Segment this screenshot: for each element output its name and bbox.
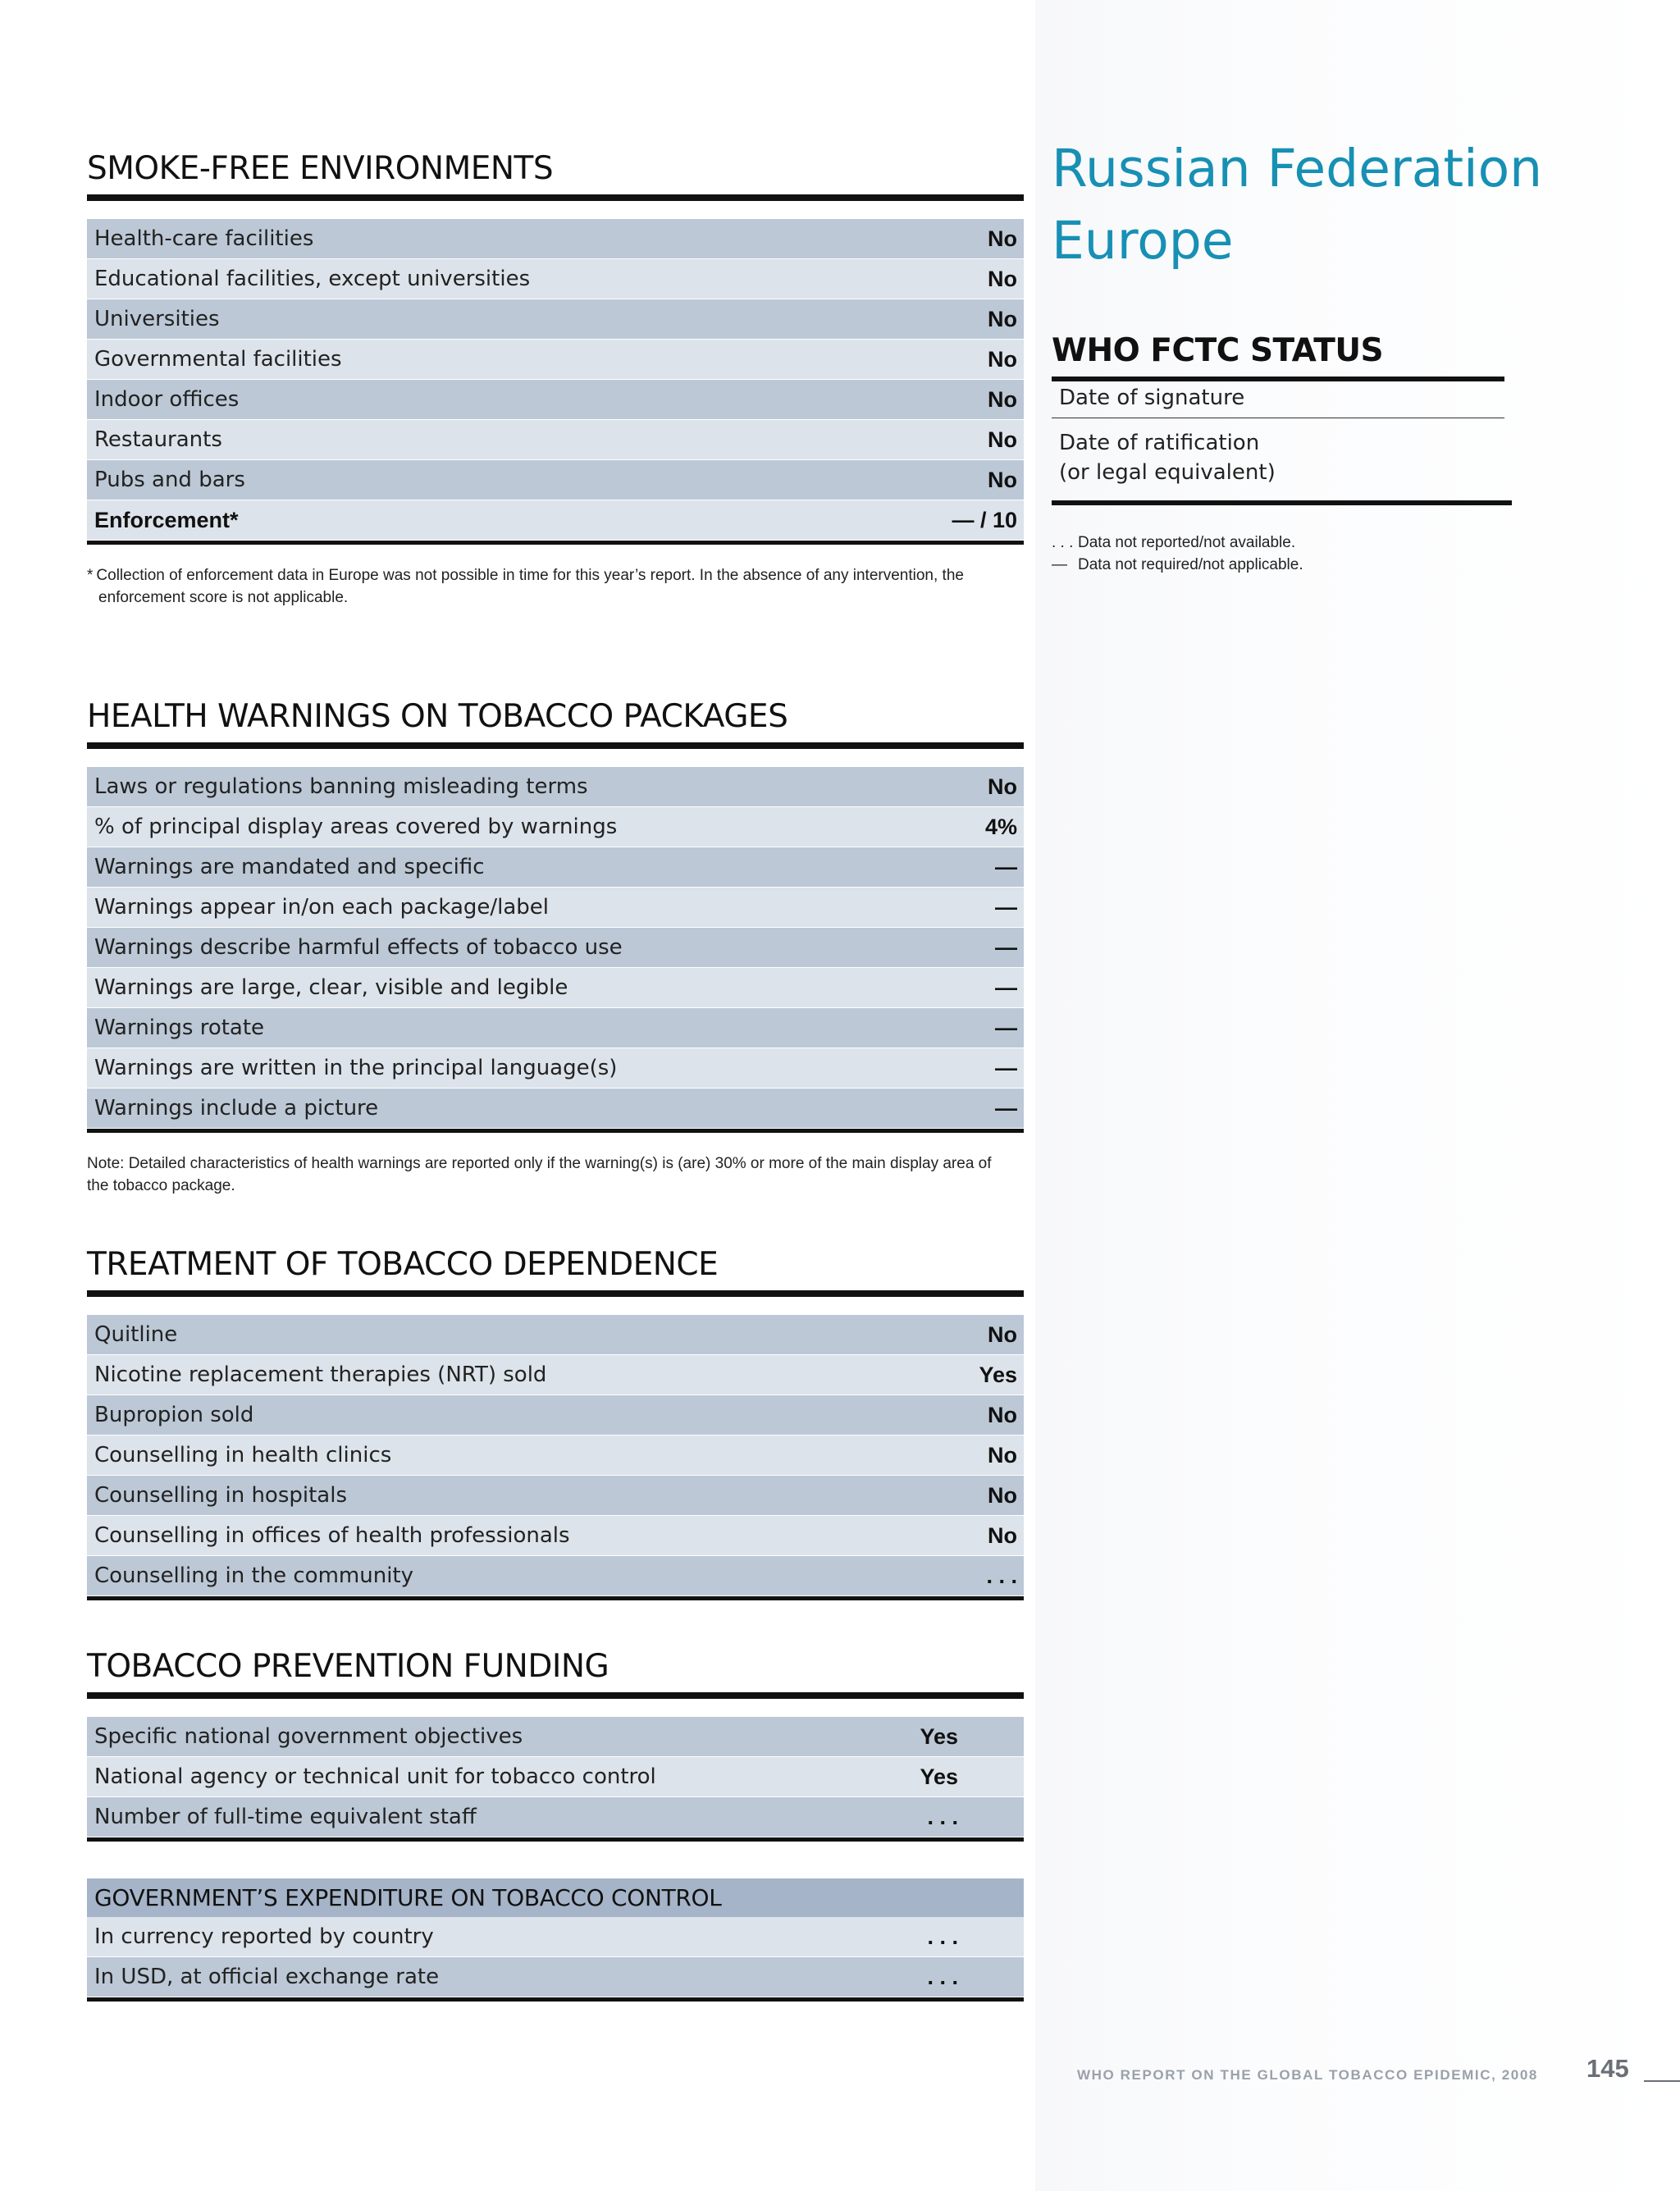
note-text: Note: Detailed characteristics of health warnings are reported only if the warning(s) is (are) 30% or more of the main display area of [87, 1155, 992, 1172]
region-name: Europe [1052, 211, 1234, 271]
health-warnings-section [87, 698, 1024, 1197]
signature-row [1052, 386, 1504, 418]
row-value: Yes [920, 1764, 958, 1789]
funding-section [87, 1650, 1024, 1842]
expenditure-header: GOVERNMENT’S EXPENDITURE ON TOBACCO CONTROL [87, 1878, 1024, 1917]
row-value: . . . [927, 1924, 958, 1949]
table-row [87, 1556, 1024, 1596]
table-row [87, 807, 1024, 847]
row-value: 4% [984, 814, 1017, 839]
ratification-row [1052, 428, 1512, 505]
row-label: Restaurants [94, 427, 222, 452]
row-value: Yes [979, 1362, 1017, 1387]
row-value: Yes [920, 1723, 958, 1749]
row-label: Universities [94, 307, 220, 331]
table-row [87, 1757, 1024, 1797]
footnote-text: enforcement score is not applicable. [98, 589, 349, 606]
funding-table [87, 1717, 1024, 1842]
footnote-star: * [87, 567, 94, 584]
row-label: Educational facilities, except universities [94, 267, 531, 291]
page-number-rule [1644, 2080, 1680, 2082]
row-label: Health-care facilities [94, 226, 314, 251]
row-value: — [995, 854, 1017, 879]
legend-symbol: — [1052, 556, 1067, 573]
table-row [87, 1917, 1024, 1957]
row-value: No [988, 1321, 1017, 1347]
table-row [87, 340, 1024, 380]
table-row [87, 1797, 1024, 1837]
row-value: No [988, 1402, 1017, 1427]
row-value: — [995, 934, 1017, 960]
table-row [87, 928, 1024, 968]
row-label: Quitline [94, 1322, 178, 1347]
smoke-free-section [87, 150, 1024, 609]
legend-text: Data not reported/not available. [1078, 534, 1296, 551]
row-value: No [988, 386, 1017, 412]
row-label: Warnings include a picture [94, 1096, 379, 1121]
table-row [87, 380, 1024, 420]
section-title: SMOKE-FREE ENVIRONMENTS [87, 153, 1024, 201]
row-value: No [988, 226, 1017, 251]
health-warnings-note [87, 1153, 1024, 1197]
row-value: — [995, 894, 1017, 920]
row-label: Number of full-time equivalent staff [94, 1805, 477, 1829]
row-label: In USD, at official exchange rate [94, 1965, 440, 1989]
row-label: Warnings appear in/on each package/label [94, 895, 550, 920]
health-warnings-table [87, 767, 1024, 1133]
table-row [87, 1048, 1024, 1089]
section-title: HEALTH WARNINGS ON TOBACCO PACKAGES [87, 701, 1024, 749]
row-label: Governmental facilities [94, 347, 342, 372]
row-label: Pubs and bars [94, 468, 245, 492]
symbol-legend [1052, 532, 1303, 576]
row-value: — [995, 975, 1017, 1000]
table-row [87, 847, 1024, 888]
row-label: Enforcement* [94, 507, 239, 532]
row-label: Warnings rotate [94, 1016, 265, 1040]
legend-item [1052, 532, 1303, 554]
row-label: Bupropion sold [94, 1403, 254, 1427]
fctc-status-title: WHO FCTC STATUS [1052, 335, 1504, 381]
row-label: Indoor offices [94, 387, 240, 412]
ratification-sublabel: (or legal equivalent) [1059, 460, 1276, 485]
treatment-table [87, 1315, 1024, 1600]
sidebar-background [1035, 0, 1680, 2191]
section-title: TOBACCO PREVENTION FUNDING [87, 1650, 1024, 1699]
row-label: Counselling in offices of health professionals [94, 1523, 570, 1548]
table-row [87, 219, 1024, 259]
table-row [87, 460, 1024, 500]
row-value: No [988, 266, 1017, 291]
row-label: Warnings are mandated and specific [94, 855, 485, 879]
table-row [87, 1008, 1024, 1048]
row-value: No [988, 774, 1017, 799]
row-value: No [988, 427, 1017, 452]
row-label: Warnings describe harmful effects of tobacco use [94, 935, 623, 960]
table-row [87, 1436, 1024, 1476]
row-label: Counselling in health clinics [94, 1443, 392, 1468]
expenditure-section [87, 1878, 1024, 2002]
table-row [87, 1315, 1024, 1355]
row-value: No [988, 346, 1017, 372]
section-title: TREATMENT OF TOBACCO DEPENDENCE [87, 1248, 1024, 1297]
table-row [87, 1355, 1024, 1395]
country-heading [1052, 133, 1542, 277]
row-value: — [995, 1095, 1017, 1121]
row-value: No [988, 467, 1017, 492]
smoke-free-table [87, 219, 1024, 545]
table-row [87, 1717, 1024, 1757]
legend-text: Data not required/not applicable. [1078, 556, 1303, 573]
table-row [87, 420, 1024, 460]
note-text: the tobacco package. [87, 1177, 235, 1194]
row-label: Counselling in the community [94, 1563, 413, 1588]
row-value: — [995, 1015, 1017, 1040]
table-row [87, 767, 1024, 807]
legend-symbol: . . . [1052, 534, 1074, 551]
table-row [87, 1516, 1024, 1556]
expenditure-rows [87, 1917, 1024, 1997]
row-value: . . . [927, 1804, 958, 1829]
row-value: — / 10 [952, 507, 1017, 532]
table-row [87, 299, 1024, 340]
row-value: No [988, 306, 1017, 331]
table-row [87, 1476, 1024, 1516]
row-label: In currency reported by country [94, 1924, 434, 1949]
signature-label: Date of signature [1059, 386, 1245, 410]
table-row [87, 1089, 1024, 1129]
table-row [87, 1957, 1024, 1997]
treatment-section [87, 1248, 1024, 1600]
footnote-text: Collection of enforcement data in Europe was not possible in time for this year’s report. In the absence of any intervention, the [96, 567, 964, 584]
row-value: No [988, 1442, 1017, 1468]
table-row [87, 1395, 1024, 1436]
row-label: Laws or regulations banning misleading terms [94, 774, 588, 799]
table-row [87, 259, 1024, 299]
table-row [87, 888, 1024, 928]
row-label: Specific national government objectives [94, 1724, 523, 1749]
row-value: . . . [986, 1563, 1017, 1588]
legend-item [1052, 554, 1303, 576]
report-footer: WHO REPORT ON THE GLOBAL TOBACCO EPIDEMIC, 2008 [1077, 2067, 1538, 2083]
page-number: 145 [1586, 2054, 1629, 2083]
enforcement-footnote [87, 564, 1024, 609]
row-label: Warnings are large, clear, visible and legible [94, 975, 568, 1000]
row-value: No [988, 1522, 1017, 1548]
row-label: Nicotine replacement therapies (NRT) sold [94, 1363, 547, 1387]
row-label: % of principal display areas covered by warnings [94, 815, 618, 839]
enforcement-row [87, 500, 1024, 541]
row-label: National agency or technical unit for tobacco control [94, 1764, 656, 1789]
row-label: Counselling in hospitals [94, 1483, 348, 1508]
row-value: No [988, 1482, 1017, 1508]
ratification-label: Date of ratification [1059, 431, 1260, 455]
expenditure-table [87, 1878, 1024, 2002]
row-value: . . . [927, 1964, 958, 1989]
table-row [87, 968, 1024, 1008]
country-name: Russian Federation [1052, 139, 1543, 199]
row-value: — [995, 1055, 1017, 1080]
row-label: Warnings are written in the principal language(s) [94, 1056, 618, 1080]
